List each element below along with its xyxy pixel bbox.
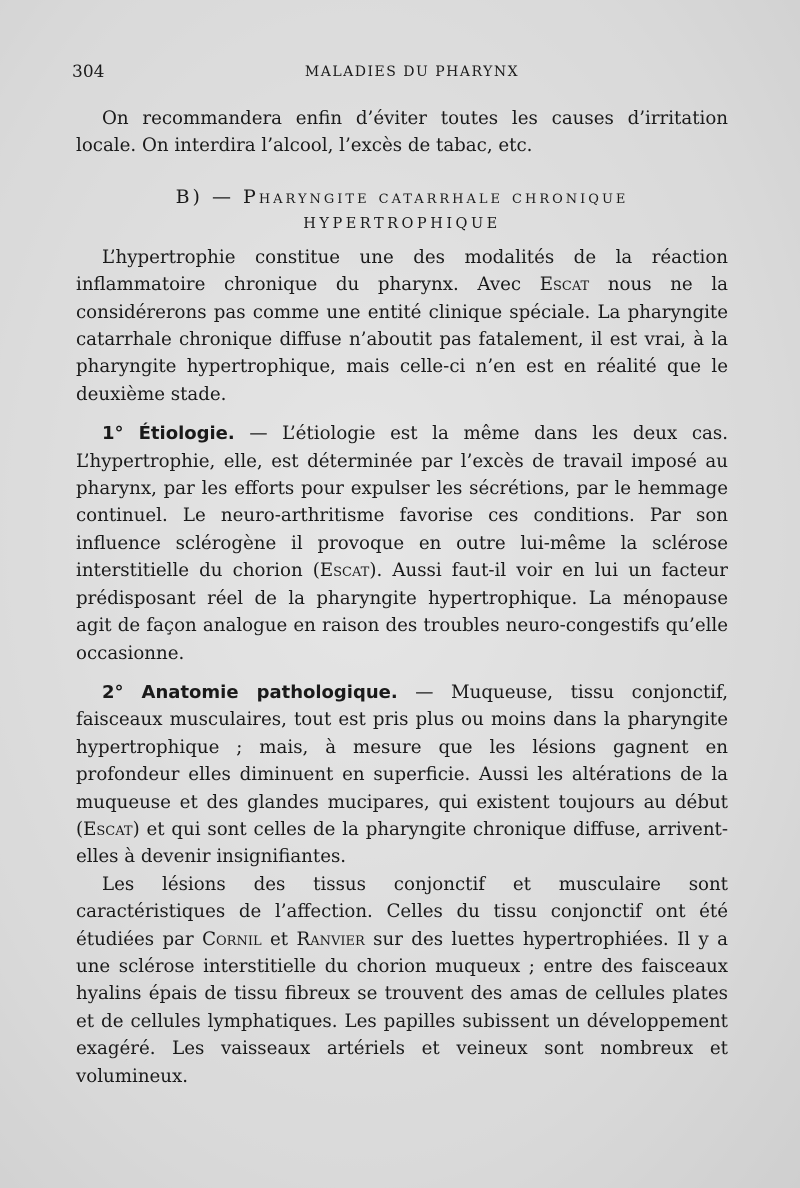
text-run: Les lésions des tissus conjonctif et musculaire sont caractéristiques de l’affection. Celles du tissu conjonctif ont été étudiées par <box>76 873 728 950</box>
intro-paragraph: On recommandera enfin d’éviter toutes les causes d’irritation locale. On interdira l’alcool, l’excès de tabac, etc. <box>76 108 728 157</box>
text-run: sur des luettes hypertrophiées. Il y a une sclérose interstitielle du chorion muqueux ; entre des faisceaux hyalins épais de tissu fibreux se trouvent des amas de cellules plates et de cellules lymphatiques. Les papilles subissent un développement exagéré. Les vaisseaux artériels et veineux sont nombreux et volumineux. <box>76 928 728 1087</box>
section-subtitle: HYPERTROPHIQUE <box>303 215 501 232</box>
section-heading <box>76 182 728 212</box>
anatomie-paragraph <box>76 679 728 871</box>
section-label: B) — <box>175 185 234 208</box>
etiologie-paragraph <box>76 420 728 667</box>
text-run: L’hypertrophie constitue une des modalités de la réaction inflammatoire chronique du pharynx. Avec <box>76 246 728 296</box>
lesions-paragraph <box>76 871 728 1090</box>
section-title: Pharyngite catarrhale chronique <box>243 185 629 208</box>
text-run: — L’étiologie est la même dans les deux cas. L’hypertrophie, elle, est déterminée par l’excès de travail imposé au pharynx, par les efforts pour expulser les sécrétions, par le hemmage continuel. Le neuro-arthritisme favorise ces conditions. Par son influence sclérogène il provoque en outre lui-même la sclérose interstitielle du chorion ( <box>76 423 728 582</box>
text-run: ) et qui sont celles de la pharyngite chronique diffuse, arrivent-elles à devenir insignifiantes. <box>76 818 728 868</box>
author-escat: Escat <box>539 274 590 296</box>
author-escat: Escat <box>319 560 370 582</box>
text-run: nous ne la considérerons pas comme une entité clinique spéciale. La pharyngite catarrhale chronique diffuse n’aboutit pas fatalement, il est vrai, à la pharyngite hypertrophique, mais celle-ci n’en est en réalité que le deuxième stade. <box>76 274 728 405</box>
etiologie-title: 1° Étiologie. <box>102 423 235 445</box>
author-escat: Escat <box>83 818 133 840</box>
text-run: et <box>270 928 289 950</box>
anatomie-title: 2° Anatomie pathologique. <box>102 681 398 703</box>
running-head <box>72 62 732 86</box>
page-body <box>76 105 728 1090</box>
hypertrophie-paragraph <box>76 244 728 408</box>
running-title: MALADIES DU PHARYNX <box>304 64 520 80</box>
text-run: — Muqueuse, tissu conjonctif, faisceaux musculaires, tout est pris plus ou moins dans la pharyngite hypertrophique ; mais, à mesure que les lésions gagnent en profondeur elles diminuent en superficie. Aussi les altérations de la muqueuse et des glandes mucipares, qui existent toujours au début ( <box>76 681 728 840</box>
text-run: ). Aussi faut-il voir en lui un facteur prédisposant réel de la pharyngite hypertrophique. La ménopause agit de façon analogue en raison des troubles neuro-congestifs qu’elle occasionne. <box>76 560 728 664</box>
author-ranvier: Ranvier <box>296 928 365 950</box>
author-cornil: Cornil <box>202 928 262 950</box>
page-number: 304 <box>72 62 105 82</box>
